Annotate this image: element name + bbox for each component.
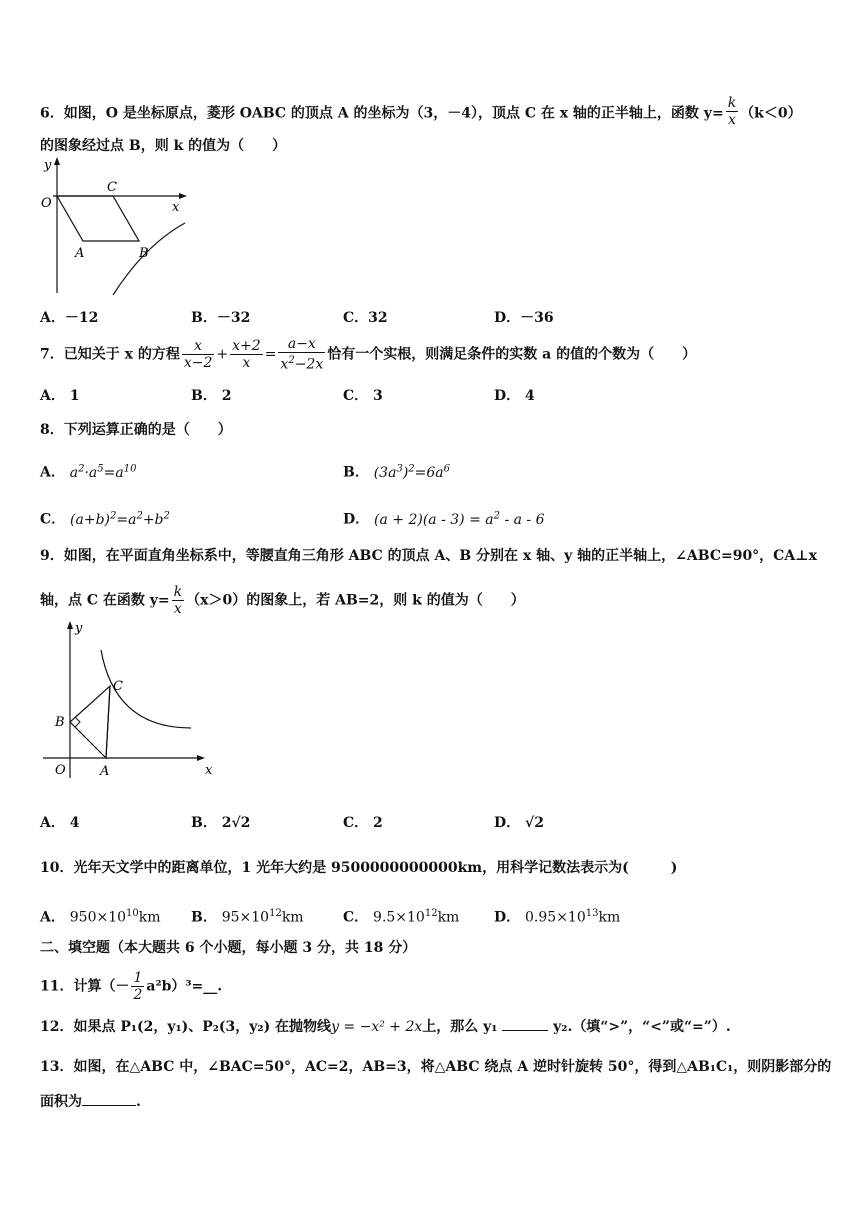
q8-d-text1: (a + 2)(a - 3) = a bbox=[374, 511, 494, 528]
q9-number: 9． bbox=[40, 548, 64, 564]
q10-option-c-base: 9.5×10 bbox=[373, 909, 425, 926]
q7-option-c[interactable] bbox=[343, 387, 383, 405]
q9-frac-den: x bbox=[173, 601, 182, 617]
q8-option-d-expr bbox=[374, 512, 545, 528]
q9-label-c: C bbox=[113, 679, 123, 694]
q11-fraction bbox=[131, 970, 144, 1003]
q6-option-c-key: C． bbox=[343, 310, 369, 326]
q10-option-d-unit: km bbox=[598, 909, 621, 926]
q7-option-b-text: 2 bbox=[221, 388, 232, 404]
q9-option-b-text: 2√2 bbox=[221, 815, 251, 831]
q12-answer-blank[interactable] bbox=[502, 1030, 548, 1031]
q8-d-e1: 2 bbox=[493, 510, 500, 521]
q6-frac-den: x bbox=[727, 112, 736, 128]
q7-option-b-key: B． bbox=[191, 388, 217, 404]
q8-option-c-expr bbox=[70, 512, 170, 528]
q7-fraction-1 bbox=[182, 338, 215, 371]
q6-number: 6． bbox=[40, 105, 64, 122]
q10-stem-text: 光年天文学中的距离单位，1 光年大约是 9500000000000km，用科学记数法表示为( ) bbox=[73, 860, 678, 876]
q9-figure bbox=[35, 618, 225, 783]
q13-answer-blank[interactable] bbox=[82, 1105, 136, 1106]
q8-c-eq: =a bbox=[116, 511, 137, 528]
q9-option-b-key: B． bbox=[191, 815, 217, 831]
q6-option-b[interactable] bbox=[191, 309, 250, 327]
q11-frac-num: 1 bbox=[133, 970, 143, 986]
q10-option-b[interactable] bbox=[191, 905, 304, 927]
q10-option-c-exp: 12 bbox=[424, 908, 438, 919]
q9-label-a: A bbox=[100, 764, 110, 779]
q6-option-b-key: B． bbox=[191, 310, 217, 326]
q9-line2-part2: （x＞0）的图象上，若 AB=2，则 k 的值为（ ） bbox=[186, 592, 525, 609]
q6-y-arrow bbox=[54, 157, 60, 165]
q9-option-c[interactable] bbox=[343, 814, 383, 832]
q11-number: 11． bbox=[40, 978, 74, 995]
q6-stem-part1: 如图，O 是坐标原点，菱形 OABC 的顶点 A 的坐标为（3，－4），顶点 C 在 x 轴的正半轴上，函数 y= bbox=[63, 105, 724, 122]
q9-label-y: y bbox=[75, 621, 83, 636]
q7-f3-den bbox=[278, 353, 325, 373]
q8-option-d-key: D． bbox=[343, 511, 370, 528]
q9-option-a[interactable] bbox=[40, 814, 80, 832]
q8-c-plus: +b bbox=[142, 511, 164, 528]
q9-option-c-text: 2 bbox=[373, 815, 383, 831]
q8-b-b1: (3a bbox=[373, 464, 397, 481]
q8-b-e2: 2 bbox=[408, 463, 415, 474]
q13-line2-text: 面积为 bbox=[40, 1094, 82, 1110]
q10-option-b-unit: km bbox=[281, 909, 304, 926]
q13-number: 13． bbox=[40, 1059, 74, 1075]
q8-c-e2: 2 bbox=[136, 510, 143, 521]
q6-function-fraction bbox=[726, 95, 738, 128]
q6-rhombus bbox=[57, 196, 139, 241]
q7-f3-den-main: x bbox=[280, 356, 289, 373]
q6-label-c: C bbox=[107, 180, 117, 195]
q7-option-a-text: 1 bbox=[69, 388, 80, 404]
q10-option-b-base: 95×10 bbox=[221, 909, 270, 926]
q9-option-c-key: C． bbox=[343, 815, 369, 831]
q9-option-a-key: A． bbox=[40, 815, 65, 831]
q8-option-c-key: C． bbox=[40, 511, 66, 528]
q8-b-b2: ) bbox=[402, 464, 409, 481]
q10-option-a[interactable] bbox=[40, 905, 161, 927]
q8-a-b1: a bbox=[69, 464, 79, 481]
q8-a-e2: 5 bbox=[97, 463, 104, 474]
q9-ca-segment bbox=[106, 686, 110, 758]
q6-label-b: B bbox=[139, 246, 149, 261]
q6-label-x: x bbox=[172, 200, 180, 215]
q10-option-a-unit: km bbox=[138, 909, 161, 926]
q8-stem-text: 下列运算正确的是（ ） bbox=[63, 422, 232, 438]
q11-line bbox=[40, 970, 222, 1003]
q6-option-c[interactable] bbox=[343, 309, 388, 327]
q13-line2 bbox=[40, 1093, 141, 1111]
q8-stem bbox=[40, 421, 232, 439]
q13-line2-end: . bbox=[136, 1094, 141, 1110]
q9-line2-part1: 轴，点 C 在函数 y= bbox=[40, 592, 170, 609]
q6-hyperbola bbox=[113, 223, 185, 295]
q10-option-d-key: D． bbox=[494, 909, 521, 926]
q10-option-b-key: B． bbox=[191, 909, 217, 926]
q7-line bbox=[40, 336, 696, 373]
q9-frac-num: k bbox=[173, 584, 183, 600]
q7-f1-num: x bbox=[182, 338, 215, 355]
q7-option-d[interactable] bbox=[494, 387, 535, 405]
q8-option-d[interactable] bbox=[343, 507, 545, 529]
q7-f1-den: x−2 bbox=[183, 354, 213, 371]
q10-option-b-exp: 12 bbox=[269, 908, 282, 919]
q8-c-e3: 2 bbox=[163, 510, 170, 521]
q12-text2: 上，那么 y₁ bbox=[422, 1019, 498, 1035]
q7-f2-den: x bbox=[242, 354, 251, 371]
q13-line1-text: 如图，在△ABC 中，∠BAC=50°，AC=2，AB=3，将△ABC 绕点 A 逆时针旋转 50°，得到△AB₁C₁，则阴影部分的 bbox=[73, 1059, 832, 1075]
q9-option-b[interactable] bbox=[191, 814, 250, 832]
q8-option-a-key: A． bbox=[40, 464, 65, 481]
q6-x-arrow bbox=[179, 193, 187, 199]
q7-f3-den-sup: 2 bbox=[288, 355, 295, 366]
q6-option-b-text: －32 bbox=[216, 310, 251, 326]
q6-line1 bbox=[40, 97, 802, 130]
section-2-heading: 二、填空题（本大题共 6 个小题，每小题 3 分，共 18 分） bbox=[40, 940, 417, 956]
q7-option-a-key: A． bbox=[40, 388, 65, 404]
q6-option-d-key: D． bbox=[494, 310, 521, 326]
q8-option-a-expr bbox=[70, 465, 137, 481]
q6-line2: 的图象经过点 B，则 k 的值为（ ） bbox=[40, 138, 287, 154]
q7-prefix: 已知关于 x 的方程 bbox=[63, 346, 180, 363]
q8-option-a[interactable] bbox=[40, 460, 136, 482]
q7-suffix: 恰有一个实根，则满足条件的实数 a 的值的个数为（ ） bbox=[327, 346, 697, 363]
q7-option-a[interactable] bbox=[40, 387, 80, 405]
q9-label-b: B bbox=[55, 715, 65, 730]
q6-option-d-text: －36 bbox=[520, 310, 554, 326]
q7-option-c-text: 3 bbox=[373, 388, 383, 404]
q7-f3-num: a−x bbox=[278, 336, 325, 353]
q7-fraction-2 bbox=[230, 338, 263, 371]
q6-option-d[interactable] bbox=[494, 309, 554, 327]
q8-number: 8． bbox=[40, 422, 64, 438]
q10-option-a-exp: 10 bbox=[126, 908, 139, 919]
q6-figure bbox=[35, 155, 195, 300]
q8-c-b1: (a+b) bbox=[70, 511, 110, 528]
q7-fraction-3 bbox=[278, 336, 325, 373]
q9-option-d-key: D． bbox=[494, 815, 521, 831]
q10-stem bbox=[40, 859, 677, 877]
q6-frac-num: k bbox=[727, 95, 737, 111]
q7-option-d-key: D． bbox=[494, 388, 521, 404]
q8-option-b-expr bbox=[374, 465, 450, 481]
q6-option-c-text: 32 bbox=[368, 310, 388, 326]
q8-option-c[interactable] bbox=[40, 507, 170, 529]
q12-text3: y₂.（填“>”，“<”或“=”）. bbox=[553, 1019, 731, 1035]
q6-option-a[interactable] bbox=[40, 309, 98, 327]
q8-b-e3: 6 bbox=[443, 463, 451, 474]
q7-option-c-key: C． bbox=[343, 388, 369, 404]
q12-equation: y = −x² + 2x bbox=[331, 1019, 423, 1035]
q7-option-b[interactable] bbox=[191, 387, 231, 405]
q9-label-o: O bbox=[55, 763, 66, 778]
q9-line1 bbox=[40, 547, 817, 565]
q9-right-angle-mark bbox=[75, 717, 80, 727]
q7-option-d-text: 4 bbox=[525, 388, 535, 404]
q7-f3-den-rest: −2x bbox=[294, 356, 324, 373]
q10-option-c-unit: km bbox=[437, 909, 460, 926]
q6-label-y: y bbox=[44, 158, 52, 173]
q11-post: a²b）³=__. bbox=[146, 978, 223, 995]
q7-number: 7． bbox=[40, 346, 64, 363]
q9-line2 bbox=[40, 584, 525, 617]
q7-plus: + bbox=[216, 346, 229, 363]
q6-option-a-key: A． bbox=[40, 310, 65, 326]
q6-label-o: O bbox=[41, 196, 52, 211]
q12-number: 12． bbox=[40, 1019, 74, 1035]
q10-option-a-key: A． bbox=[40, 909, 65, 926]
q10-number: 10． bbox=[40, 860, 74, 876]
q8-c-e1: 2 bbox=[110, 510, 117, 521]
q11-pre: 计算（－ bbox=[73, 978, 130, 995]
q6-option-a-text: －12 bbox=[64, 310, 99, 326]
q9-line1-text: 如图，在平面直角坐标系中，等腰直角三角形 ABC 的顶点 A、B 分别在 x 轴、y 轴的正半轴上，∠ABC=90°，CA⊥x bbox=[63, 548, 817, 564]
q8-option-b-key: B． bbox=[343, 464, 369, 481]
q8-a-e1: 2 bbox=[78, 463, 85, 474]
q10-option-d[interactable] bbox=[494, 905, 620, 927]
q11-frac-den: 2 bbox=[133, 987, 143, 1003]
q6-label-a: A bbox=[75, 246, 85, 261]
q8-a-e3: 10 bbox=[123, 463, 137, 474]
q9-option-d-text: √2 bbox=[525, 815, 544, 831]
q6-stem-part2: （k＜0） bbox=[740, 105, 802, 122]
q7-f2-num: x+2 bbox=[232, 337, 261, 354]
q9-function-fraction bbox=[172, 584, 184, 617]
q9-label-x: x bbox=[205, 763, 213, 778]
q9-option-d[interactable] bbox=[494, 814, 544, 832]
q8-a-eq: =a bbox=[103, 464, 124, 481]
q10-option-c-key: C． bbox=[343, 909, 369, 926]
q13-line1 bbox=[40, 1058, 831, 1076]
q8-b-eq: =6a bbox=[414, 464, 444, 481]
q10-option-a-base: 950×10 bbox=[69, 909, 127, 926]
q12-text1: 如果点 P₁(2，y₁)、P₂(3，y₂) 在抛物线 bbox=[73, 1019, 332, 1035]
q8-option-b[interactable] bbox=[343, 460, 450, 482]
q9-triangle bbox=[70, 686, 110, 758]
q12-line bbox=[40, 1018, 731, 1036]
q7-equals: = bbox=[264, 346, 277, 363]
q9-x-arrow bbox=[197, 755, 205, 761]
q10-option-d-base: 0.95×10 bbox=[525, 909, 586, 926]
q8-a-mid: ·a bbox=[84, 464, 98, 481]
q9-option-a-text: 4 bbox=[69, 815, 80, 831]
q9-y-arrow bbox=[67, 621, 73, 629]
q10-option-c[interactable] bbox=[343, 905, 459, 927]
q8-b-e1: 3 bbox=[396, 463, 403, 474]
q8-d-text2: - a - 6 bbox=[500, 511, 545, 528]
q10-option-d-exp: 13 bbox=[585, 908, 599, 919]
